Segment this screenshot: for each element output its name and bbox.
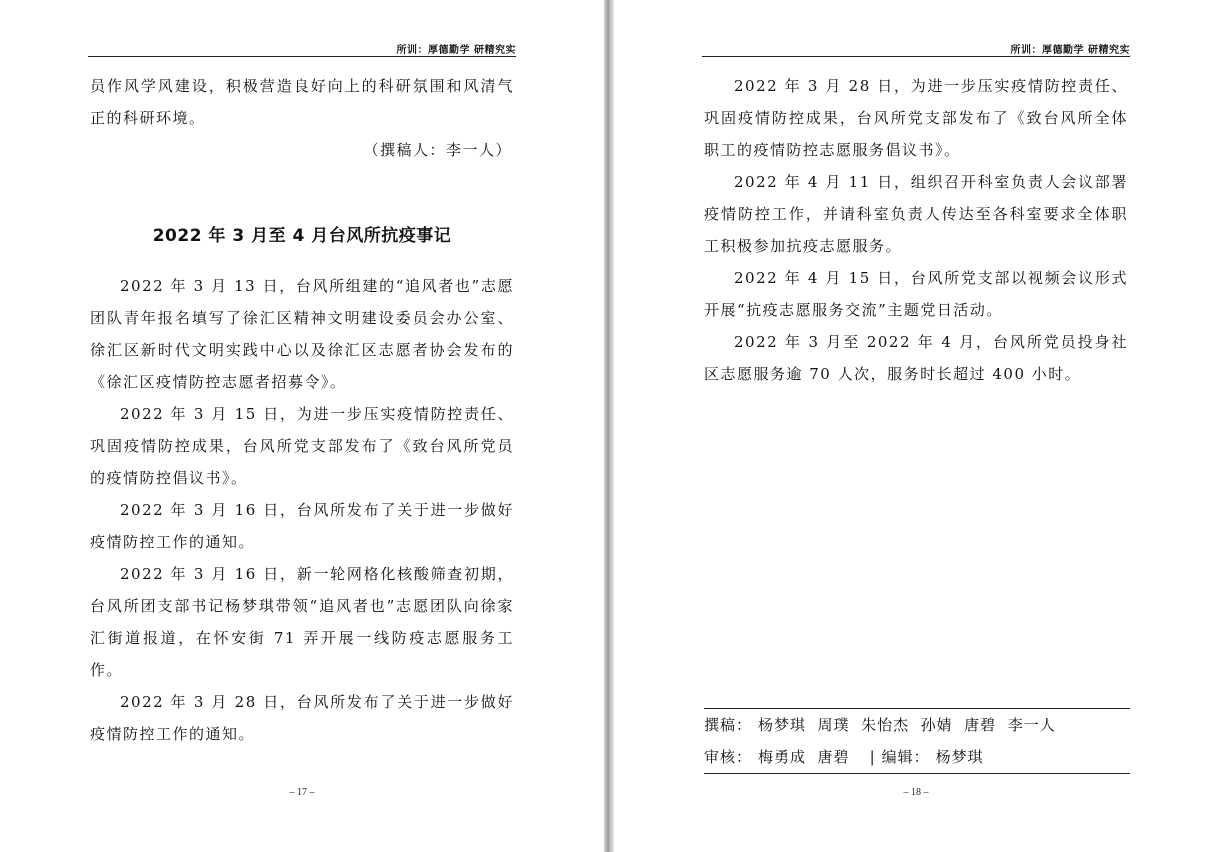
credits-separator: | [869, 748, 876, 766]
review-row [704, 741, 1130, 773]
writers-label: 撰稿： [704, 716, 753, 734]
credits-box [704, 708, 1130, 774]
page-header-motto: 所训：厚德勤学 研精究实 [396, 45, 516, 56]
event-paragraph: 2022 年 3 月 13 日，台风所组建的“追风者也”志愿团队青年报名填写了徐汇区精神文明建设委员会办公室、徐汇区新时代文明实践中心以及徐汇区志愿者协会发布的《徐汇区疫情防控志愿者招募令》。 [90, 277, 514, 391]
author-credit: （撰稿人：李一人） [363, 141, 512, 159]
editor-name: 杨梦琪 [935, 748, 984, 766]
writers-row [704, 709, 1130, 741]
page-header-motto: 所训：厚德勤学 研精究实 [1010, 45, 1130, 56]
continuation-paragraph: 员作风学风建设，积极营造良好向上的科研氛围和风清气正的科研环境。 [90, 77, 514, 127]
left-page [0, 0, 604, 852]
page-number: – 17 – [289, 787, 315, 798]
event-paragraph: 2022 年 3 月 28 日，台风所发布了关于进一步做好疫情防控工作的通知。 [90, 693, 514, 743]
header-rule [702, 56, 1130, 57]
continuation-text [90, 70, 514, 134]
editor-label: 编辑： [881, 748, 930, 766]
event-paragraph: 2022 年 4 月 15 日，台风所党支部以视频会议形式开展“抗疫志愿服务交流”主题党日活动。 [704, 269, 1128, 319]
page-number: – 18 – [903, 787, 929, 798]
event-paragraph: 2022 年 3 月 28 日，为进一步压实疫情防控责任、巩固疫情防控成果，台风所党支部发布了《致台风所全体职工的疫情防控志愿服务倡议书》。 [704, 77, 1128, 159]
event-paragraph: 2022 年 3 月 15 日，为进一步压实疫情防控责任、巩固疫情防控成果，台风所党支部发布了《致台风所党员的疫情防控倡议书》。 [90, 405, 514, 487]
event-paragraph: 2022 年 3 月 16 日，台风所发布了关于进一步做好疫情防控工作的通知。 [90, 501, 514, 551]
article-body [90, 270, 514, 750]
event-paragraph: 2022 年 3 月 16 日，新一轮网格化核酸筛查初期，台风所团支部书记杨梦琪带领“追风者也”志愿团队向徐家汇街道报道，在怀安街 71 弄开展一线防疫志愿服务工作。 [90, 565, 514, 679]
event-paragraph: 2022 年 3 月至 2022 年 4 月，台风所党员投身社区志愿服务逾 70 人次，服务时长超过 400 小时。 [704, 333, 1128, 383]
header-rule [88, 56, 516, 57]
article-title: 2022 年 3 月至 4 月台风所抗疫事记 [152, 226, 452, 246]
reviewers-label: 审核： [704, 748, 753, 766]
book-gutter [604, 0, 614, 852]
writers-names: 杨梦琪 周璞 朱怡杰 孙婧 唐碧 李一人 [758, 716, 1056, 734]
event-paragraph: 2022 年 4 月 11 日，组织召开科室负责人会议部署疫情防控工作，并请科室负责人传达至各科室要求全体职工积极参加抗疫志愿服务。 [704, 173, 1128, 255]
right-page [614, 0, 1218, 852]
article-body-continued [704, 70, 1128, 390]
reviewers-names: 梅勇成 唐碧 [758, 748, 850, 766]
